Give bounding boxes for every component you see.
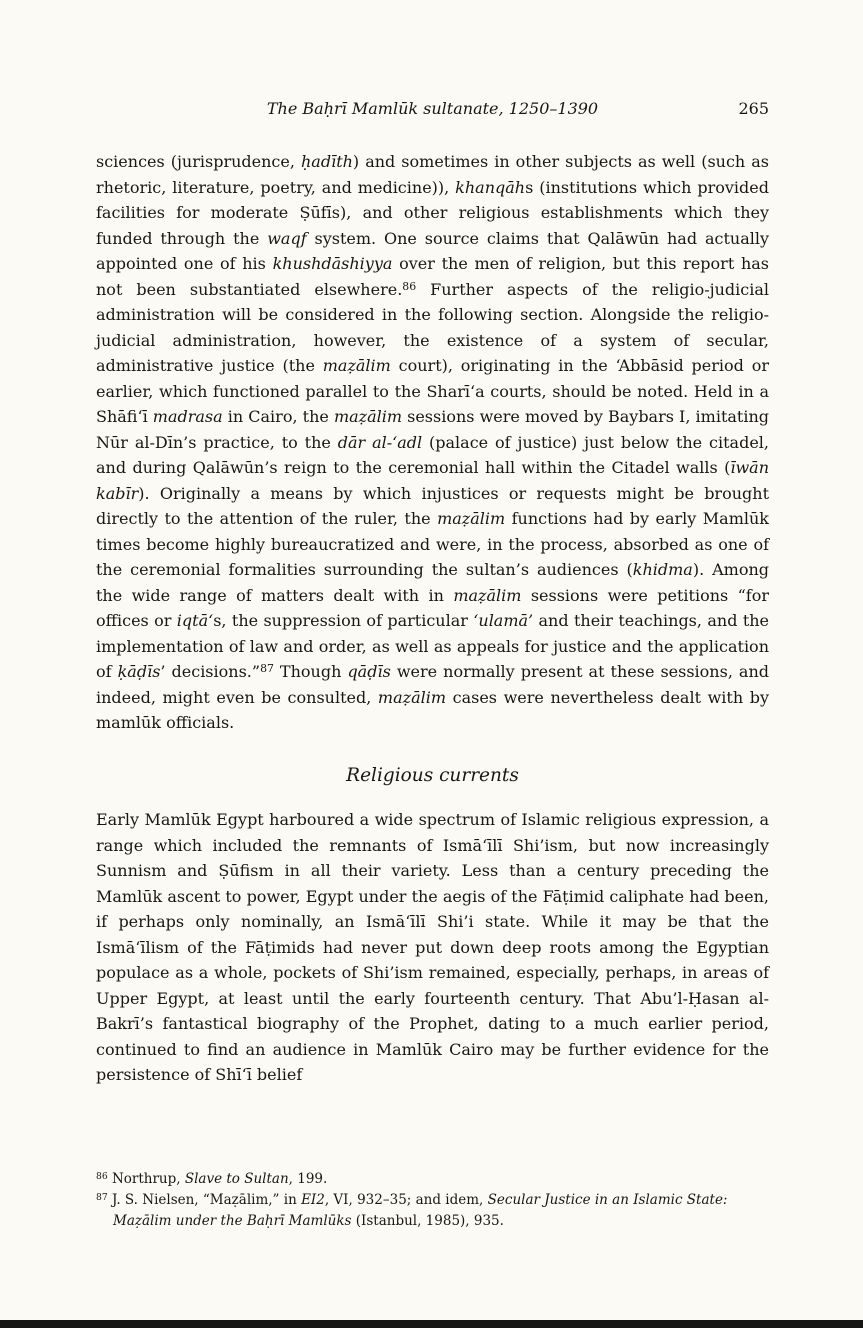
footnote-87: $^{87}$ J. S. Nielsen, “Maẓālim,” in EI2, VI, 932–35; and idem, Secular Justice in an Islamic State: Maẓālim under the Baḥrī Mamlūks (Istanbul, 1985), 935. <box>96 1191 728 1229</box>
page-header <box>96 99 769 119</box>
body-paragraph-1: sciences (jurisprudence, ḥadīth) and sometimes in other subjects as well (such as rhetoric, literature, poetry, and medicine)), khanqāhs (institutions which provided facilities for moderate Ṣūfīs), and other religious establishments which they funded through the waqf system. One source claims that Qalāwūn had actually appointed one of his khushdāshiyya over the men of religion, but this report has not been substantiated elsewhere.$^{86}$ Further aspects of the religio-judicial administration will be considered in the following section. Alongside the religio-judicial administration, however, the existence of a system of secular, administrative justice (the maẓālim court), originating in the ‘Abbāsid period or earlier, which functioned parallel to the Sharī‘a courts, should be noted. Held in a Shāfi‘ī madrasa in Cairo, the maẓālim sessions were moved by Baybars I, imitating Nūr al-Dīn’s practice, to the dār al-‘adl (palace of justice) just below the citadel, and during Qalāwūn’s reign to the ceremonial hall within the Citadel walls (īwān kabīr). Originally a means by which injustices or requests might be brought directly to the attention of the ruler, the maẓālim functions had by early Mamlūk times become highly bureaucratized and were, in the process, absorbed as one of the ceremonial formalities surrounding the sultan’s audiences (khidma). Among the wide range of matters dealt with in maẓālim sessions were petitions “for offices or iqtā‘s, the suppression of particular ‘ulamā’ and their teachings, and the implementation of law and order, as well as appeals for justice and the application of ḳāḍīs’ decisions.”$^{87}$ Though qāḍīs were normally present at these sessions, and indeed, might even be consulted, maẓālim cases were nevertheless dealt with by mamlūk officials. <box>96 152 770 732</box>
running-title: The Baḥrī Mamlūk sultanate, 1250–1390 <box>266 99 599 118</box>
body-paragraph-2: Early Mamlūk Egypt harboured a wide spectrum of Islamic religious expression, a range which included the remnants of Ismā‘īlī Shi’ism, but now increasingly Sunnism and Ṣūfism in all their variety. Less than a century preceding the Mamlūk ascent to power, Egypt under the aegis of the Fāṭimid caliphate had been, if perhaps only nominally, an Ismā‘īlī Shi’i state. While it may be that the Ismā‘īlism of the Fāṭimids had never put down deep roots among the Egyptian populace as a whole, pockets of Shi’ism remained, especially, perhaps, in areas of Upper Egypt, at least until the early fourteenth century. That Abu’l-Ḥasan al-Bakrī’s fantastical biography of the Prophet, dating to a much earlier period, continued to find an audience in Mamlūk Cairo may be further evidence for the persistence of Shī‘ī belief <box>96 810 769 1084</box>
page-body <box>96 149 769 1088</box>
footnotes-section <box>96 1169 769 1328</box>
footnote-86: $^{86}$ Northrup, Slave to Sultan, 199. <box>96 1170 328 1187</box>
scan-edge-shadow <box>0 1320 863 1328</box>
page-number: 265 <box>738 99 769 118</box>
section-heading: Religious currents <box>346 764 519 786</box>
